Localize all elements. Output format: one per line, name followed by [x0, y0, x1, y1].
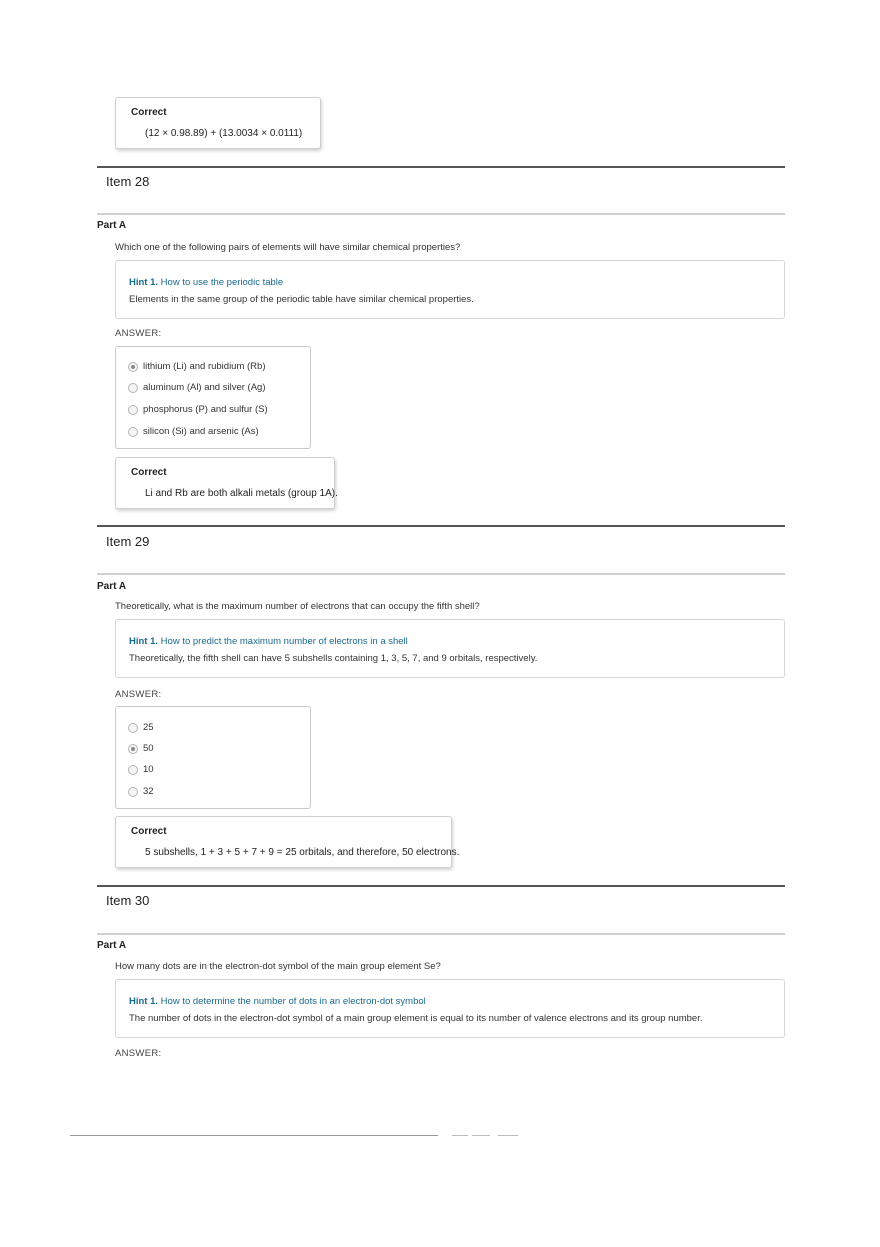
part-title: Part A [97, 940, 127, 951]
question-text: Theoretically, what is the maximum number of electrons that can occupy the fifth shell? [115, 601, 480, 612]
choice-label: 50 [143, 743, 154, 754]
radio-button[interactable] [128, 362, 138, 372]
hint-body: Theoretically, the fifth shell can have 5 subshells containing 1, 3, 5, 7, and 9 orbitals, respectively. [129, 653, 538, 664]
page-footer-mark [472, 1135, 490, 1136]
item-divider [97, 885, 785, 887]
hint-title: How to use the periodic table [160, 277, 284, 288]
radio-button[interactable] [128, 405, 138, 415]
hint-box [115, 619, 785, 678]
feedback-title: Correct [131, 467, 167, 478]
part-divider [97, 933, 785, 935]
choice-label: 10 [143, 764, 154, 775]
radio-button[interactable] [128, 427, 138, 437]
hint-box [115, 979, 785, 1038]
question-text: How many dots are in the electron-dot symbol of the main group element Se? [115, 961, 441, 972]
hint-title: How to predict the maximum number of electrons in a shell [160, 636, 408, 647]
radio-button[interactable] [128, 744, 138, 754]
part-divider [97, 213, 785, 215]
radio-button[interactable] [128, 787, 138, 797]
item-title: Item 30 [106, 893, 150, 908]
hint-body: The number of dots in the electron-dot symbol of a main group element is equal to its number of valence electrons and its group number. [129, 1013, 703, 1024]
feedback-title: Correct [131, 826, 167, 837]
page-footer-mark [498, 1135, 518, 1136]
part-title: Part A [97, 581, 127, 592]
hint-toggle[interactable] [129, 277, 283, 288]
choice-label: 32 [143, 786, 154, 797]
question-text: Which one of the following pairs of elements will have similar chemical properties? [115, 242, 461, 253]
item-divider [97, 166, 785, 168]
hint-toggle[interactable] [129, 636, 408, 647]
choice-label: phosphorus (P) and sulfur (S) [143, 404, 268, 415]
hint-label: Hint 1. [129, 636, 159, 647]
feedback-text: Li and Rb are both alkali metals (group 1A). [145, 488, 338, 499]
item-title: Item 29 [106, 534, 150, 549]
hint-body: Elements in the same group of the periodic table have similar chemical properties. [129, 294, 474, 305]
feedback-title: Correct [131, 107, 167, 118]
radio-button[interactable] [128, 765, 138, 775]
answer-label: ANSWER: [115, 1048, 162, 1059]
part-title: Part A [97, 220, 127, 231]
correct-feedback [115, 457, 338, 509]
choice-label: silicon (Si) and arsenic (As) [143, 426, 259, 437]
item-title: Item 28 [106, 174, 150, 189]
item-divider [97, 525, 785, 527]
correct-feedback [115, 816, 460, 868]
radio-button[interactable] [128, 383, 138, 393]
radio-button[interactable] [128, 723, 138, 733]
answer-choices [115, 706, 311, 809]
hint-toggle[interactable] [129, 996, 426, 1007]
answer-label: ANSWER: [115, 689, 162, 700]
hint-label: Hint 1. [129, 996, 159, 1007]
choice-label: aluminum (Al) and silver (Ag) [143, 382, 266, 393]
page-footer-mark [452, 1135, 468, 1136]
feedback-text: (12 × 0.98.89) + (13.0034 × 0.0111) [145, 128, 303, 139]
hint-box [115, 260, 785, 319]
answer-choices [115, 346, 311, 449]
feedback-text: 5 subshells, 1 + 3 + 5 + 7 + 9 = 25 orbitals, and therefore, 50 electrons. [145, 847, 460, 858]
answer-label: ANSWER: [115, 328, 162, 339]
hint-title: How to determine the number of dots in an electron-dot symbol [160, 996, 426, 1007]
choice-label: lithium (Li) and rubidium (Rb) [143, 361, 266, 372]
part-divider [97, 573, 785, 575]
hint-label: Hint 1. [129, 277, 159, 288]
choice-label: 25 [143, 722, 154, 733]
page-footer-rule [70, 1135, 438, 1136]
top-correct-feedback [115, 97, 321, 149]
